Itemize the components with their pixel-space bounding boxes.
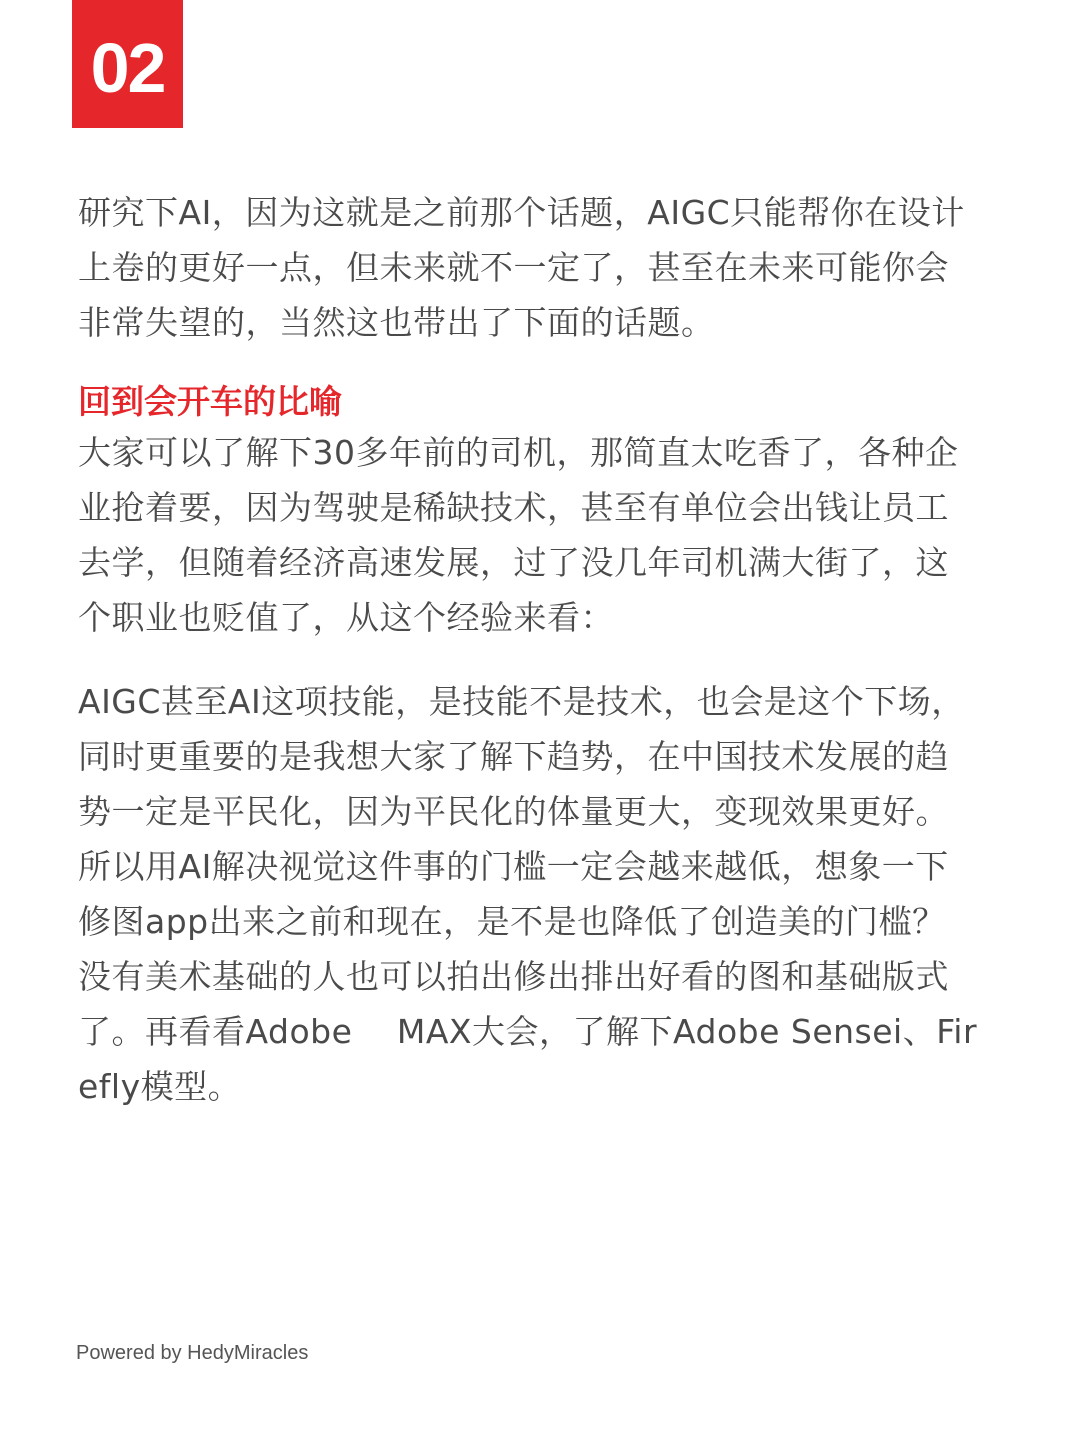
section-paragraph-1: 大家可以了解下30多年前的司机，那简直太吃香了，各种企业抢着要，因为驾驶是稀缺技术，甚至有单位会出钱让员工去学，但随着经济高速发展，过了没几年司机满大街了，这个职业也贬值了，从这个经验来看： bbox=[78, 433, 959, 637]
section-number: 02 bbox=[90, 29, 165, 107]
footer-credit: Powered by HedyMiracles bbox=[76, 1342, 309, 1364]
section-heading: 回到会开车的比喻 bbox=[78, 382, 342, 421]
article-body bbox=[78, 185, 978, 1114]
section-paragraph-2: AIGC甚至AI这项技能，是技能不是技术，也会是这个下场，同时更重要的是我想大家了解下趋势，在中国技术发展的趋势一定是平民化，因为平民化的体量更大，变现效果更好。所以用AI解决视觉这件事的门槛一定会越来越低，想象一下修图app出来之前和现在，是不是也降低了创造美的门槛？没有美术基础的人也可以拍出修出排出好看的图和基础版式了。再看看Adobe MAX大会，了解下Adobe Sensei、Firefly模型。 bbox=[78, 682, 978, 1106]
intro-paragraph: 研究下AI，因为这就是之前那个话题，AIGC只能帮你在设计上卷的更好一点，但未来就不一定了，甚至在未来可能你会非常失望的，当然这也带出了下面的话题。 bbox=[78, 193, 965, 342]
section-number-badge bbox=[72, 0, 183, 128]
